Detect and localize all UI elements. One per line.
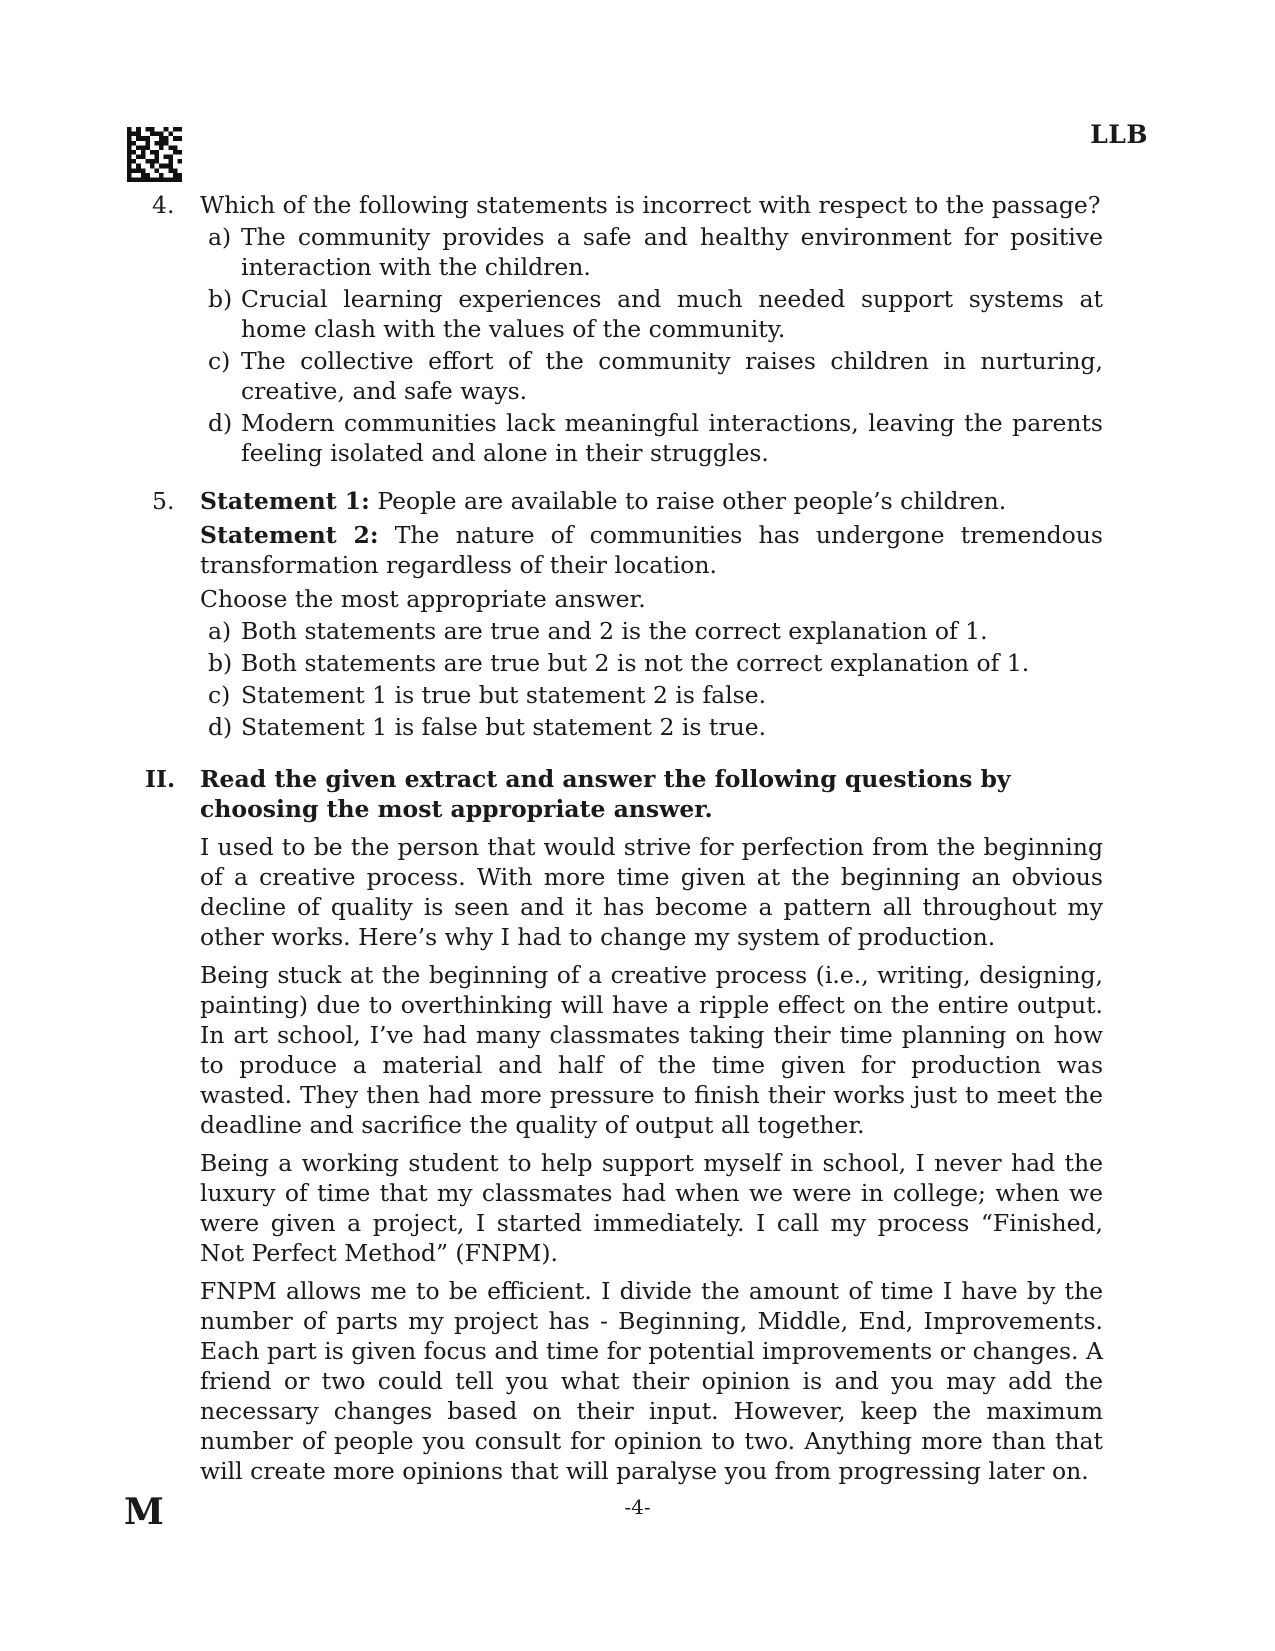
statement-1 — [200, 486, 1103, 516]
option-a — [208, 222, 1103, 282]
option-text: The collective effort of the community raises children in nurturing, creative, and safe ways. — [241, 347, 1103, 405]
extract-paragraph: Being stuck at the beginning of a creative process (i.e., writing, designing, painting) due to overthinking will have a ripple effect on the entire output. In art school, I’ve had many classmates taking their time planning on how to produce a material and half of the time given for production was wasted. They then had more pressure to finish their works just to meet the deadline and sacrifice the quality of output all together. — [200, 961, 1103, 1139]
extract-paragraph: FNPM allows me to be efficient. I divide the amount of time I have by the number of parts my project has - Beginning, Middle, End, Improvements. Each part is given focus and time for potential improvements or changes. A friend or two could tell you what their opinion is and you may add the necessary changes based on their input. However, keep the maximum number of people you consult for opinion to two. Anything more than that will create more opinions that will paralyse you from progressing later on. — [200, 1277, 1103, 1485]
option-letter: d) — [208, 409, 233, 437]
option-text: Modern communities lack meaningful interactions, leaving the parents feeling isolated and alone in their struggles. — [241, 409, 1103, 467]
option-text: Both statements are true but 2 is not the correct explanation of 1. — [241, 649, 1030, 677]
qr-code-icon — [127, 127, 182, 182]
option-d — [208, 712, 1103, 742]
option-letter: c) — [208, 347, 231, 375]
statement-label: Statement 2: — [200, 521, 379, 549]
option-text: The community provides a safe and healthy environment for positive interaction with the children. — [241, 223, 1103, 281]
option-c — [208, 680, 1103, 710]
question-number: 4. — [152, 191, 175, 219]
extract-paragraph: Being a working student to help support myself in school, I never had the luxury of time that my classmates had when we were in college; when we were given a project, I started immediately. I call my process “Finished, Not Perfect Method” (FNPM). — [200, 1149, 1103, 1267]
option-c — [208, 346, 1103, 406]
page-content — [145, 190, 1103, 1494]
question-number: 5. — [152, 487, 175, 515]
option-letter: a) — [208, 617, 232, 645]
statement-2 — [200, 520, 1103, 580]
section-number: II. — [145, 765, 176, 793]
option-letter: a) — [208, 223, 232, 251]
question-text: Which of the following statements is incorrect with respect to the passage? — [200, 191, 1101, 219]
statement-text: People are available to raise other people’s children. — [377, 487, 1007, 515]
option-list — [200, 222, 1103, 468]
option-d — [208, 408, 1103, 468]
statement-label: Statement 1: — [200, 487, 370, 515]
question-5 — [145, 486, 1103, 742]
extract-paragraph: I used to be the person that would strive for perfection from the beginning of a creative process. With more time given at the beginning an obvious decline of quality is seen and it has become a pattern all throughout my other works. Here’s why I had to change my system of production. — [200, 833, 1103, 951]
option-b — [208, 648, 1103, 678]
option-text: Both statements are true and 2 is the correct explanation of 1. — [241, 617, 988, 645]
question-4 — [145, 190, 1103, 468]
option-list — [200, 616, 1103, 742]
section-ii — [145, 764, 1103, 1486]
option-text: Statement 1 is false but statement 2 is true. — [241, 713, 767, 741]
exam-code: LLB — [1090, 120, 1148, 149]
option-letter: b) — [208, 285, 233, 313]
option-text: Crucial learning experiences and much needed support systems at home clash with the values of the community. — [241, 285, 1103, 343]
option-letter: b) — [208, 649, 233, 677]
option-letter: d) — [208, 713, 233, 741]
option-text: Statement 1 is true but statement 2 is false. — [241, 681, 767, 709]
option-letter: c) — [208, 681, 231, 709]
page-number: -4- — [624, 1495, 651, 1519]
option-a — [208, 616, 1103, 646]
statement-text: The nature of communities has undergone tremendous transformation regardless of their location. — [200, 521, 1103, 579]
section-heading: Read the given extract and answer the following questions by choosing the most appropriate answer. — [200, 765, 1011, 823]
option-b — [208, 284, 1103, 344]
footer-letter: M — [124, 1491, 164, 1533]
question-prompt: Choose the most appropriate answer. — [200, 585, 646, 613]
